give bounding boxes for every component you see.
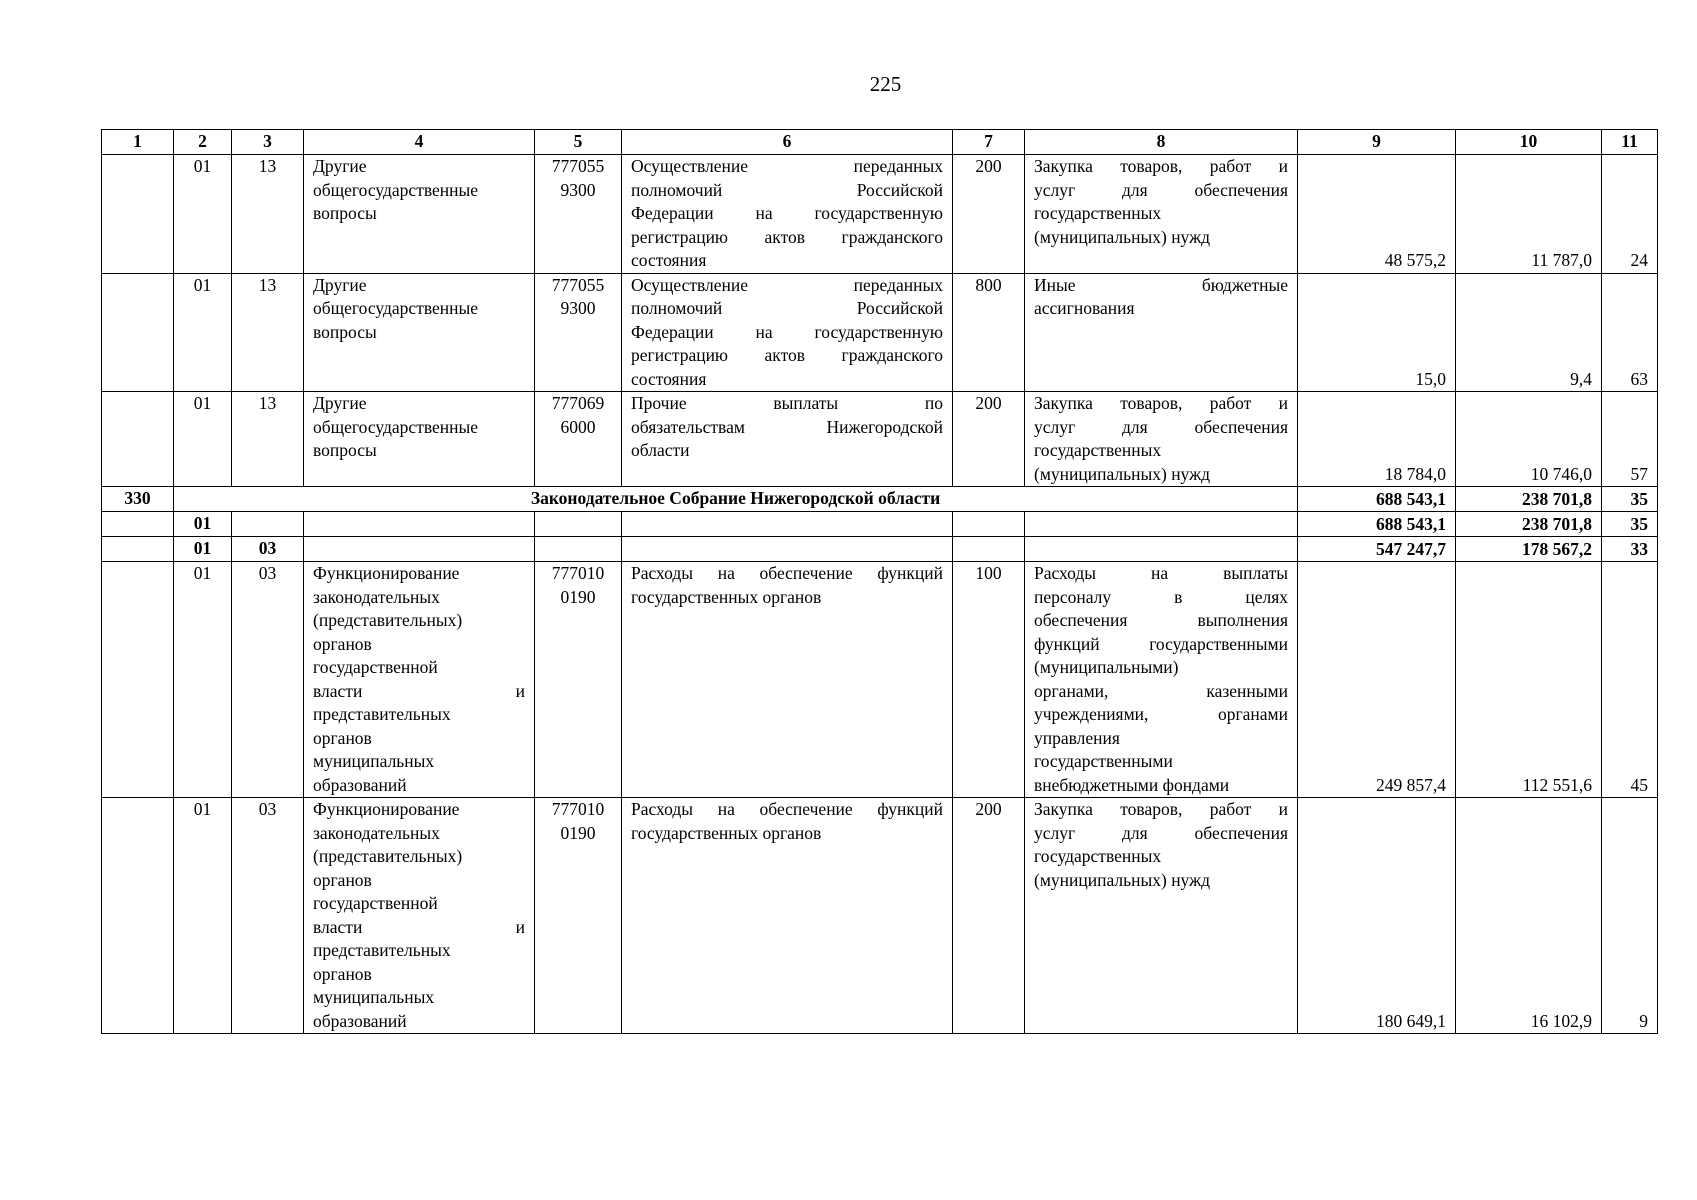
section-total-9: 688 543,1 <box>1298 487 1456 512</box>
cell-line: общегосударственные <box>313 179 479 200</box>
cell-line: Расходы на обеспечение функций <box>631 563 943 583</box>
cell-line: государственными <box>1034 751 1173 771</box>
article-name <box>622 392 953 487</box>
cell-line: Иные бюджетные <box>1034 274 1288 295</box>
section-code: 01 <box>174 273 232 392</box>
header-cell: 3 <box>232 130 304 155</box>
cell-line: 777055 <box>551 274 605 295</box>
subsection-code: 13 <box>232 155 304 274</box>
cell-line: Закупка товаров, работ и <box>1034 799 1288 819</box>
expense-type-name <box>1025 562 1298 798</box>
cell-line: регистрацию актов гражданского <box>631 226 943 247</box>
section-total-11: 35 <box>1602 487 1658 512</box>
cell-line: общегосударственные <box>313 416 479 437</box>
expense-type-name <box>1025 155 1298 274</box>
cell-line: государственной <box>313 893 438 913</box>
amount-9: 15,0 <box>1298 273 1456 392</box>
subtotal-section: 01 <box>174 537 232 562</box>
cell-line: органов <box>313 727 372 748</box>
subsection-name <box>304 562 535 798</box>
cell-line: муниципальных <box>313 751 435 771</box>
article-name <box>622 273 953 392</box>
amount-10: 10 746,0 <box>1456 392 1602 487</box>
cell-line: Федерации на государственную <box>631 203 943 223</box>
cell-line: вопросы <box>313 203 377 223</box>
cell-line: управления <box>1034 727 1120 748</box>
cell-line: Функционирование <box>313 563 460 583</box>
budget-table <box>101 129 1658 1034</box>
cell-line: государственных органов <box>631 586 822 607</box>
amount-11: 45 <box>1602 562 1658 798</box>
cell-line: 777055 <box>551 156 605 176</box>
cell-line: Расходы на выплаты <box>1034 563 1288 583</box>
cell-line: (представительных) <box>313 846 463 866</box>
subsection-name <box>304 273 535 392</box>
cell-line: (муниципальных) нужд <box>1034 869 1211 890</box>
cell-line: представительных <box>313 704 451 724</box>
cell-line: 777069 <box>551 393 605 413</box>
cell-line: полномочий Российской <box>631 298 943 318</box>
subsection-name <box>304 798 535 1034</box>
cell-line: Осуществление переданных <box>631 156 943 176</box>
expense-type-code: 100 <box>953 562 1025 798</box>
expense-type-code: 200 <box>953 798 1025 1034</box>
cell-line: обязательствам Нижегородской <box>631 416 943 437</box>
cell-line: Другие <box>313 393 367 413</box>
section-total-10: 238 701,8 <box>1456 487 1602 512</box>
amount-11: 24 <box>1602 155 1658 274</box>
cell-line: муниципальных <box>313 987 435 1007</box>
cell-line: обеспечения выполнения <box>1034 610 1288 630</box>
table-row <box>102 392 1658 487</box>
cell-line: Закупка товаров, работ и <box>1034 393 1288 413</box>
header-row <box>102 130 1658 155</box>
header-cell: 2 <box>174 130 232 155</box>
header-cell: 6 <box>622 130 953 155</box>
subtotal-row <box>102 512 1658 537</box>
cell-line: общегосударственные <box>313 298 479 318</box>
subsection-code: 03 <box>232 562 304 798</box>
cell-line: персоналу в целях <box>1034 586 1288 607</box>
cell-line: вопросы <box>313 440 377 460</box>
cell-line: (муниципальных) нужд <box>1034 463 1211 484</box>
cell-line: Другие <box>313 156 367 176</box>
cell-line: Другие <box>313 274 367 295</box>
cell-line: 6000 <box>560 416 596 437</box>
subsection-code: 13 <box>232 273 304 392</box>
cell-line: 777010 <box>551 563 605 583</box>
cell-line: законодательных <box>313 822 440 843</box>
cell-line: органов <box>313 963 372 984</box>
cell-line: органов <box>313 869 372 890</box>
table-row <box>102 562 1658 798</box>
subtotal-section: 01 <box>174 512 232 537</box>
amount-9: 48 575,2 <box>1298 155 1456 274</box>
page-number: 225 <box>869 72 902 96</box>
cell-line: законодательных <box>313 586 440 607</box>
subsection-name <box>304 155 535 274</box>
expense-type-name <box>1025 392 1298 487</box>
subtotal-9: 547 247,7 <box>1298 537 1456 562</box>
cell-line: образований <box>313 774 407 795</box>
cell-line: Прочие выплаты по <box>631 393 943 413</box>
cell-line: власти и <box>313 680 525 701</box>
cell-line: функций государственными <box>1034 633 1288 654</box>
table-row <box>102 155 1658 274</box>
cell-line: 9300 <box>560 179 596 200</box>
cell-line: власти и <box>313 916 525 937</box>
cell-line: государственных органов <box>631 822 822 843</box>
cell-line: вопросы <box>313 321 377 342</box>
amount-11: 9 <box>1602 798 1658 1034</box>
cell-line: внебюджетными фондами <box>1034 774 1230 795</box>
section-code: 01 <box>174 392 232 487</box>
subtotal-9: 688 543,1 <box>1298 512 1456 537</box>
amount-10: 9,4 <box>1456 273 1602 392</box>
cell-line: Осуществление переданных <box>631 274 943 295</box>
target-article-code <box>535 562 622 798</box>
header-cell: 7 <box>953 130 1025 155</box>
subtotal-11: 33 <box>1602 537 1658 562</box>
cell-line: органов <box>313 633 372 654</box>
cell-line: государственных <box>1034 203 1162 223</box>
cell-line: государственной <box>313 657 438 677</box>
article-name <box>622 155 953 274</box>
target-article-code <box>535 273 622 392</box>
header-cell: 9 <box>1298 130 1456 155</box>
cell-line: ассигнования <box>1034 298 1135 318</box>
section-row <box>102 487 1658 512</box>
subsection-code: 03 <box>232 798 304 1034</box>
cell-line: образований <box>313 1010 407 1031</box>
section-code: 01 <box>174 155 232 274</box>
expense-type-code: 800 <box>953 273 1025 392</box>
cell-line: (муниципальных) нужд <box>1034 226 1211 247</box>
cell-line: 0190 <box>560 586 596 607</box>
cell-line: 0190 <box>560 822 596 843</box>
cell-line: состояния <box>631 368 707 389</box>
cell-line: (представительных) <box>313 610 463 630</box>
header-cell: 5 <box>535 130 622 155</box>
target-article-code <box>535 155 622 274</box>
subtotal-subsection: 03 <box>232 537 304 562</box>
section-code: 01 <box>174 798 232 1034</box>
expense-type-name <box>1025 798 1298 1034</box>
cell-line: Расходы на обеспечение функций <box>631 799 943 819</box>
amount-9: 18 784,0 <box>1298 392 1456 487</box>
section-code: 01 <box>174 562 232 798</box>
cell-line: полномочий Российской <box>631 179 943 200</box>
subtotal-11: 35 <box>1602 512 1658 537</box>
cell-line: государственных <box>1034 440 1162 460</box>
cell-line: Федерации на государственную <box>631 321 943 342</box>
cell-line: области <box>631 440 690 460</box>
cell-line: состояния <box>631 250 707 270</box>
header-cell: 10 <box>1456 130 1602 155</box>
cell-line: услуг для обеспечения <box>1034 822 1288 843</box>
cell-line: услуг для обеспечения <box>1034 416 1288 437</box>
expense-type-code: 200 <box>953 392 1025 487</box>
cell-line: (муниципальными) <box>1034 657 1179 677</box>
section-title: Законодательное Собрание Нижегородской области <box>174 487 1298 512</box>
table-row <box>102 798 1658 1034</box>
article-name <box>622 562 953 798</box>
subtotal-row <box>102 537 1658 562</box>
article-name <box>622 798 953 1034</box>
subtotal-10: 238 701,8 <box>1456 512 1602 537</box>
target-article-code <box>535 798 622 1034</box>
section-code: 330 <box>102 487 174 512</box>
cell-line: государственных <box>1034 846 1162 866</box>
amount-10: 16 102,9 <box>1456 798 1602 1034</box>
cell-line: учреждениями, органами <box>1034 704 1288 724</box>
amount-10: 11 787,0 <box>1456 155 1602 274</box>
cell-line: услуг для обеспечения <box>1034 179 1288 200</box>
target-article-code <box>535 392 622 487</box>
cell-line: представительных <box>313 940 451 960</box>
header-cell: 11 <box>1602 130 1658 155</box>
amount-11: 63 <box>1602 273 1658 392</box>
header-cell: 4 <box>304 130 535 155</box>
header-cell: 8 <box>1025 130 1298 155</box>
cell-line: Закупка товаров, работ и <box>1034 156 1288 176</box>
subtotal-10: 178 567,2 <box>1456 537 1602 562</box>
table-row <box>102 273 1658 392</box>
cell-line: 9300 <box>560 298 596 318</box>
amount-10: 112 551,6 <box>1456 562 1602 798</box>
subsection-code: 13 <box>232 392 304 487</box>
amount-9: 249 857,4 <box>1298 562 1456 798</box>
cell-line: регистрацию актов гражданского <box>631 345 943 365</box>
subsection-name <box>304 392 535 487</box>
amount-11: 57 <box>1602 392 1658 487</box>
cell-line: 777010 <box>551 799 605 819</box>
cell-line: органами, казенными <box>1034 680 1288 701</box>
cell-line: Функционирование <box>313 799 460 819</box>
expense-type-code: 200 <box>953 155 1025 274</box>
header-cell: 1 <box>102 130 174 155</box>
amount-9: 180 649,1 <box>1298 798 1456 1034</box>
expense-type-name <box>1025 273 1298 392</box>
